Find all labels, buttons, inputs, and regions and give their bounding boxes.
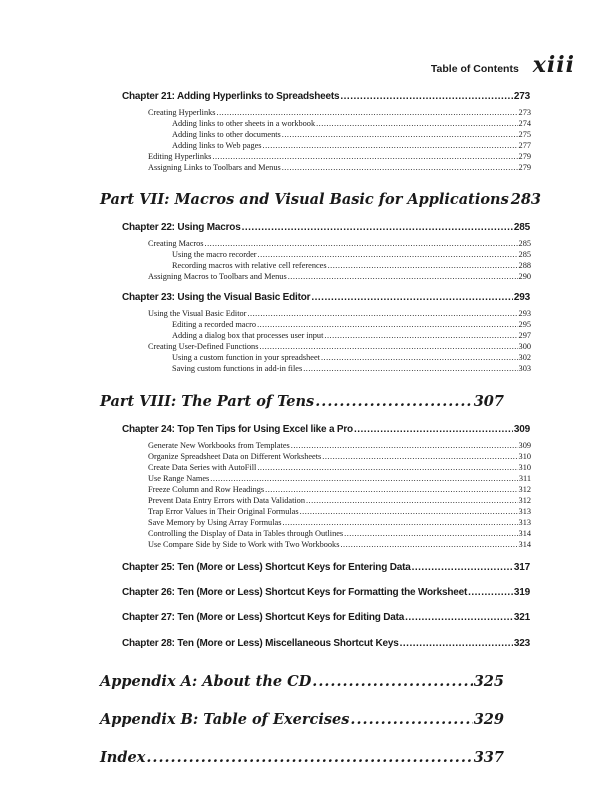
- toc-entry[interactable]: Freeze Column and Row Headings ..... 312: [148, 485, 531, 494]
- toc-chapter-21[interactable]: Chapter 21: Adding Hyperlinks to Spreadsheets ..... 273: [122, 91, 530, 102]
- toc-entry[interactable]: Editing Hyperlinks ..... 279: [148, 152, 531, 161]
- toc-subentry[interactable]: Adding links to Web pages ..... 277: [172, 141, 531, 150]
- toc-appendix-a[interactable]: Appendix A: About the CD ..... 325: [100, 673, 504, 690]
- toc-appendix-b[interactable]: Appendix B: Table of Exercises ..... 329: [100, 711, 504, 728]
- page-header: [431, 52, 575, 78]
- toc-chapter-24[interactable]: Chapter 24: Top Ten Tips for Using Excel like a Pro ..... 309: [122, 424, 530, 435]
- toc-entry[interactable]: Creating User-Defined Functions ..... 300: [148, 342, 531, 351]
- toc-entry[interactable]: Creating Macros ..... 285: [148, 239, 531, 248]
- toc-chapter-26[interactable]: Chapter 26: Ten (More or Less) Shortcut Keys for Formatting the Worksheet ..... 319: [122, 587, 530, 598]
- toc-subentry[interactable]: Using a custom function in your spreadsheet ..... 302: [172, 353, 531, 362]
- toc-entry[interactable]: Trap Error Values in Their Original Formulas ..... 313: [148, 507, 531, 516]
- toc-index[interactable]: Index ..... 337: [100, 749, 504, 766]
- toc-entry[interactable]: Assigning Links to Toolbars and Menus ..... 279: [148, 163, 531, 172]
- toc-subentry[interactable]: Recording macros with relative cell references ..... 288: [172, 261, 531, 270]
- toc-entry[interactable]: Organize Spreadsheet Data on Different Worksheets ..... 310: [148, 452, 531, 461]
- toc-subentry[interactable]: Saving custom functions in add-in files ..... 303: [172, 364, 531, 373]
- toc-entry[interactable]: Save Memory by Using Array Formulas ..... 313: [148, 518, 531, 527]
- toc-entry[interactable]: Use Range Names ..... 311: [148, 474, 531, 483]
- toc-subentry[interactable]: Adding a dialog box that processes user input ..... 297: [172, 331, 531, 340]
- toc-entry[interactable]: Use Compare Side by Side to Work with Two Workbooks ..... 314: [148, 540, 531, 549]
- toc-subentry[interactable]: Using the macro recorder ..... 285: [172, 250, 531, 259]
- toc-part-8[interactable]: Part VIII: The Part of Tens ..... 307: [100, 393, 504, 410]
- toc-chapter-27[interactable]: Chapter 27: Ten (More or Less) Shortcut Keys for Editing Data ..... 321: [122, 612, 530, 623]
- toc-chapter-22[interactable]: Chapter 22: Using Macros ..... 285: [122, 222, 530, 233]
- toc-entry[interactable]: Prevent Data Entry Errors with Data Validation ..... 312: [148, 496, 531, 505]
- toc-subentry[interactable]: Editing a recorded macro ..... 295: [172, 320, 531, 329]
- toc-entry[interactable]: Create Data Series with AutoFill ..... 310: [148, 463, 531, 472]
- toc-entry[interactable]: Creating Hyperlinks ..... 273: [148, 108, 531, 117]
- toc-entry[interactable]: Using the Visual Basic Editor ..... 293: [148, 309, 531, 318]
- toc-chapter-25[interactable]: Chapter 25: Ten (More or Less) Shortcut Keys for Entering Data ..... 317: [122, 562, 530, 573]
- toc-entry[interactable]: Assigning Macros to Toolbars and Menus ..... 290: [148, 272, 531, 281]
- toc-subentry[interactable]: Adding links to other documents ..... 275: [172, 130, 531, 139]
- toc-entry[interactable]: Controlling the Display of Data in Tables through Outlines ..... 314: [148, 529, 531, 538]
- running-head-title: Table of Contents: [430, 63, 519, 75]
- toc-part-7[interactable]: Part VII: Macros and Visual Basic for Applications 283: [100, 191, 542, 208]
- toc-entry[interactable]: Generate New Workbooks from Templates ..... 309: [148, 441, 531, 450]
- toc-subentry[interactable]: Adding links to other sheets in a workbook ..... 274: [172, 119, 531, 128]
- page-number: xiii: [532, 52, 575, 78]
- toc-chapter-23[interactable]: Chapter 23: Using the Visual Basic Editor ..... 293: [122, 292, 530, 303]
- toc-chapter-28[interactable]: Chapter 28: Ten (More or Less) Miscellaneous Shortcut Keys ..... 323: [122, 638, 530, 649]
